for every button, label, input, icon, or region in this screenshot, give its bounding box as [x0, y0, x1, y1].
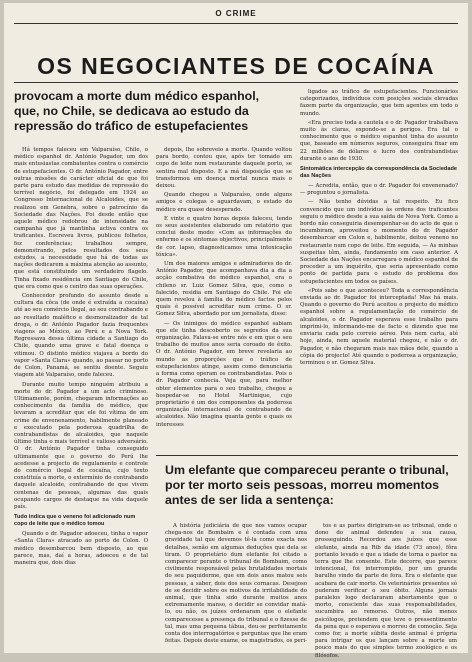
- story2-column-a: [165, 523, 307, 647]
- col1-paragraph: Durante muito tempo ninguém atribuiu a morte do dr. Pagador a um acto criminoso. Ultimamente, porém, chegaram informações ao conhecimento da família do médico, que levaram a acreditar que ele foi vítima de um crime de envenenamento, habilmente planeado e executado pela poderosa quadrilha de contrabandistas de alcaloides, que naquele último tinha o mais terrível e valioso adversário. O dr. António Pagador tinha conseguido ultimamente que o governo do Perú lhe acedesse a projecto de regulamento e controle do comércio ilegal de cocaína, cujo texto constituía a morte, o extermínio do contrabando daquele alcaloide, contrabando de que vivem centenas de pessoas, algumas das quais ocupando cargos de destaque na vida daquele país.: [14, 381, 148, 510]
- col1-paragraph: Quando o dr. Pagador adoeceu, tinha o vapor «Santa Clara» atracado ao porto de Colon. O médico desembarcou bem disposto, ao que parece, mas, daí a horas, adoeceu e de tal maneira que, dois dias: [14, 531, 148, 566]
- main-headline: OS NEGOCIANTES DE COCAÍNA: [37, 53, 435, 79]
- col3-paragraph: — Acredita, então, que o dr. Pagador foi envenenado? — preguntou o jornalista.: [300, 183, 458, 197]
- col3-paragraph: ligados ao tráfico de estupefacientes. Funcionários categorizados, indivíduos com posições sociais elevadas fazem parte da organização, que tem agentes em todo o mundo.: [300, 89, 458, 117]
- column-2: [156, 147, 292, 431]
- column-3: [300, 89, 458, 369]
- col3-subhead: Sintomática intercepção da correspondência da Sociedade das Nações: [300, 166, 457, 180]
- column-1: [14, 147, 148, 569]
- col1-paragraph: Há tempos faleceu em Valparaíso, Chile, o médico espanhol dr. António Pagador, um dos mais entusiastas combatentes contra o comércio de estupefacientes. O dr. António Pagador, entre outras missões de carácter oficial de que foi parte para estudo das medidas de repressão do terrível negócio, foi delegado em 1924 ao Congresso Internacional de Alcaloides, que se realizou em Genebra, sobre o patrocínio da Sociedade das Nações. Foi desde então que aquele médico redobrou de intensidade na campanha que já mantinha activa contra os traficantes. Escreveu livros, publicou folhetos, fez conferências; trabalhou sempre, demonstrando, pelos resultados dos seus estudos, a necessidade que há de todas as nações dedicarem a máxima atenção ao assunto, que está constituindo um verdadeiro flagelo. Tinha fixado residência em Santiago do Chile, que era como que o centro das suas operações.: [14, 147, 148, 290]
- col2-paragraph: E vinte e quatro horas depois faleceu, tendo os seus assistentes elaborado um relatório que conclui deste modo: «Com as informações do enfermo e os sintomas objectivos, principalmente de cor. lapso, diagnosticamos uma intoxicação tóxica».: [156, 215, 292, 258]
- col1-paragraph: Conhecedor profundo do assunto desde a cultura da côca (de onde é extraída a cocaína) até ao seu comércio ilegal, ao seu contrabando e ao resultado maléfico e desmoralizador de tal droga, o dr. António Pagador fazia frequentes viagens ao México, ao Perú e a Nova York. Regressava dessa última cidade a Santiago do Chile, quando uma grave e fatal doença o vitimou. O distinto médico viajava a bordo do vapor «Santa Clara» quando, ao passar no porto de Colon, Panamá, se sentiu doente. Seguiu viagem até Valparaíso, onde faleceu.: [14, 293, 148, 379]
- col2-paragraph: — Os inimigos do médico espanhol sabiam que ele tinha descoberto os segredos da sua organização. Falava-se entre nós e em que o seu trabalho de muitos anos seria coroado de êxito. O dr. António Pagador, em breve revelaria ao mundo as proporções que o tráfico de estupefacientes atinge, assim como denunciaria a forma como operam os contrabandistas. Pois o dr. Pagador conhecia. Veja que, para melhor obter elementos para o seu trabalho, chegou a hospedar-se no Hotel Martinique, cujo proprietário é um dos componentes da poderosa organização internacional de contrabando de alcaloides. Não imagina quanta gente e quais os interesses: [156, 320, 292, 428]
- story2-rule: [156, 455, 458, 456]
- story2-column-b: [315, 523, 457, 662]
- headline-rule: [14, 82, 458, 83]
- col1-subhead: Tudo indica que o veneno foi adicionado num copo de leite que o médico tomou: [14, 514, 136, 528]
- story2-headline: Um elefante que compareceu perante o tribunal, por ter morto seis pessoas, morreu momentos antes de ser lida a sentença:: [165, 463, 449, 507]
- story2-paragraph: tos e as partes dirigiram-se ao tribunal, onde o dono do animal defendeu a sua causa, prosseguindo. Recordou aos juízes que esse elefante, ainda na Rib da idade (73 anos), fôra portanto levado e que a idade de torna o pastor na terra que lhe consente. Este decorre, que parece intencional, foi interrompido, por um grande barulho vindo da parte de fora. Era o elefante que acabara de cair morto. Os veterinários presentes só puderam verificar o seu óbito. Alguns jornais paralelos logo declararam abertamente que o morto, consciente das suas responsabilidades, sucumbira ao remorso. Outros, não menos psicólogos, pretendem que teve o pressentimento da pena que o esperava e morreu de comoção. Seja como for, a morte súbita deste animal é própria para intrigar os que lançam sobre a morte um pouco mais do que simples termo zoológico e os filósofos.: [315, 523, 457, 659]
- col3-paragraph: «Pois sabe o que aconteceu? Toda a correspondência enviada ao dr. Pagador foi interceptada! Mas há mais. Quando o governo do Perú aceitou o projecto do médico espanhol sobre a regulamentação do comércio de alcaloides, o dr. Pagador esperava esse trabalho para imprimi-lo, informando-me de facto e dizendo que me enviaria cada pelo correio aéreo. Pois nem carta, até hoje, ainda, nem aquele material chegou, e não o dr. Pagador, e não chegaram mais nas mãos dele, quando a cópia do projecto! Até quando o poderosa a organização, terminou o sr. Gomez Silva.: [300, 287, 458, 366]
- story2-paragraph: A história judiciária de que nos vamos ocupar chega-nos de Bombaim e é contada com uma gravidade tal que devemos tê-la como exacta nos detalhes, senão em algumas deduções que dela se tiram. O proprietário dum elefante foi citado a comparecer perante o tribunal de Bombaim, como civilmente responsável pelas brutalidades mortais do seu paquiderme, que em dois anos matou seis pessoas, a saber, dois dos seus cornacas. Desejoso de se decidir sobre os motivos da irritabilidade do animal, que tinha sido durante muitos anos extremamente manso, o decidir se convidar matá-lo, ou não, os juízes ordenaram que o elefante comparecesse a presença do tribunal e o fizesse de tal, mas uma pequena tábua, deu-se perfeitamente conta dos interrogatórios e perguntas que lhe eram feitas. Depois deste exame, os magistrados, os peri-: [165, 523, 307, 645]
- section-kicker: O CRIME: [215, 9, 257, 18]
- col3-paragraph: «Era preciso toda a cautela e o dr. Pagador trabalhava muito às claras, expondo-se a perigos. Era tal o conhecimento que o médico espanhol tinha do assunto que, baseado em números seguros, conseguira fixar em 22 milhões de dólares o lucro dos contrabandistas durante o ano de 1930.: [300, 119, 458, 162]
- col2-paragraph: depois, lhe sobreveio a morte. Quando voltou para bordo, contou que, após ter tomado um copo de leite num restaurante daquele porto, se sentira mal disposto. E a má disposição que se transformou em doença mortal nunca mais o deixou.: [156, 147, 292, 190]
- col2-paragraph: Um dos maiores amigos e admiradores do dr. António Pagador, que acompanhava dia a dia a acção combativa do médico espanhol, era o chileno sr. Luiz Gomez Silva, que, como o falecido, residia em Santiago do Chile. Foi ele quem revelou à família do médico factos pelos quais é possível acreditar num crime. O sr. Gomez Silva, abordado por um jornalista, disse:: [156, 261, 292, 318]
- col3-paragraph: — Não tenho dúvidas a tal respeito. Eu fico convencido que um indivíduo às ordens dos traficantes seguiu o médico desde a sua saída de Nova York. Como a bordo não conseguiria desempenhar-se do acto de que o incumbiram, aproveitou o momento do dr. Pagador desembarcar em Colon e, habilmente, deitou veneno no restaurante num copo de leite. Em seguida, — As minhas suspeitas têm, ainda, fundamento em caso anterior. A Sociedade das Nações encarregara o médico espanhol de proceder a um inquérito, que seria apresentado como ponto de partida para o estudo do problema dos estupefacientes em todos os países.: [300, 199, 458, 285]
- top-rule: [14, 23, 458, 24]
- col2-paragraph: Quando chegou a Valparaíso, onde alguns amigos e colegas o aguardavam, o estado do médico era quase desesperado.: [156, 192, 292, 213]
- story-deck: provocam a morte dum médico espanhol, que, no Chile, se dedicava ao estudo da repressão do tráfico de estupefacientes: [14, 89, 260, 133]
- newspaper-page: [4, 3, 468, 659]
